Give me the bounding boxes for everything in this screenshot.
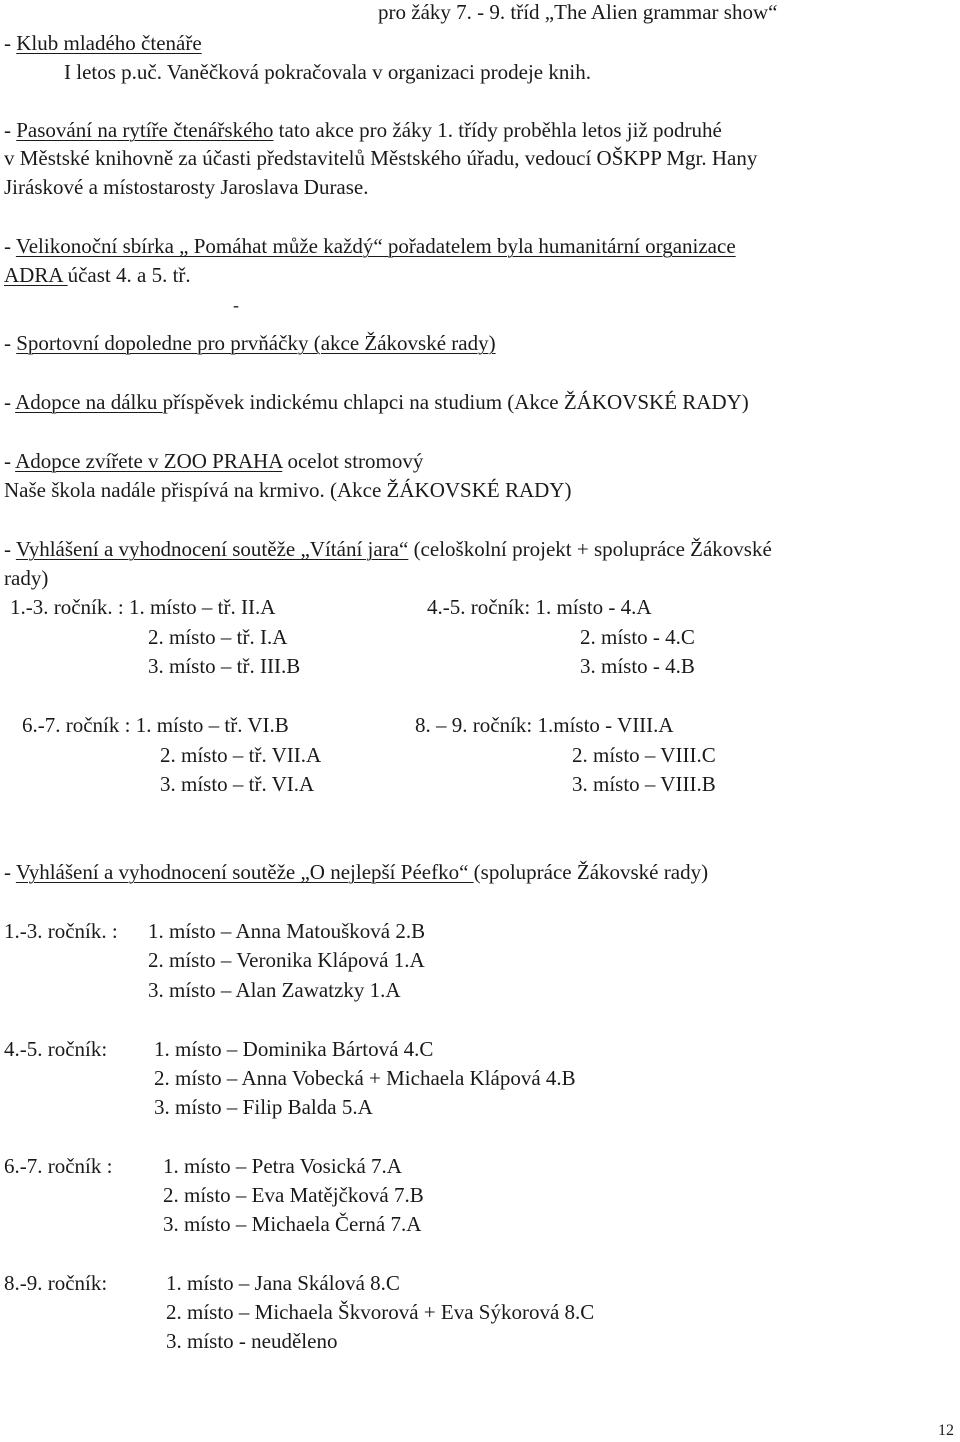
peefko-g4-label: 8.-9. ročník: xyxy=(4,1271,108,1295)
vitani-g13-2: 2. místo – tř. I.A xyxy=(148,625,288,649)
peefko-g3-label: 6.-7. ročník : xyxy=(4,1154,113,1178)
peefko-g3-p3: 3. místo – Michaela Černá 7.A xyxy=(163,1212,422,1236)
peefko-g2-p1: 1. místo – Dominika Bártová 4.C xyxy=(154,1037,434,1061)
peefko-g2-p3: 3. místo – Filip Balda 5.A xyxy=(154,1095,373,1119)
pasovani-title: Pasování na rytíře čtenářského xyxy=(16,118,274,142)
adopce-zoo-line2: Naše škola nadále přispívá na krmivo. (Akce ŽÁKOVSKÉ RADY) xyxy=(4,478,572,502)
velikonoce-line1: - Velikonoční sbírka „ Pomáhat může každý“ pořadatelem byla humanitární organizace xyxy=(4,234,736,258)
peefko-g4-p3: 3. místo - neuděleno xyxy=(166,1329,338,1353)
peefko-g3-p1: 1. místo – Petra Vosická 7.A xyxy=(163,1154,402,1178)
peefko-g2-label: 4.-5. ročník: xyxy=(4,1037,108,1061)
vitani-g45-2: 2. místo - 4.C xyxy=(580,625,695,649)
page-number: 12 xyxy=(938,1422,954,1439)
club-title: Klub mladého čtenáře xyxy=(16,31,202,55)
vitani-g67-3: 3. místo – tř. VI.A xyxy=(160,772,315,796)
peefko-g4-p1: 1. místo – Jana Skálová 8.C xyxy=(166,1271,400,1295)
vitani-line1: - Vyhlášení a vyhodnocení soutěže „Vítání jara“ (celoškolní projekt + spolupráce Žákovské xyxy=(4,537,772,561)
club-heading: - Klub mladého čtenáře xyxy=(4,31,202,55)
vitani-g45-1: 4.-5. ročník: 1. místo - 4.A xyxy=(427,595,652,619)
pasovani-line1: - Pasování na rytíře čtenářského tato akce pro žáky 1. třídy proběhla letos již podruhé xyxy=(4,118,722,142)
pasovani-line2: v Městské knihovně za účasti představitelů Městského úřadu, vedoucí OŠKPP Mgr. Hany xyxy=(4,146,758,170)
adopce-dalku-line: - Adopce na dálku příspěvek indickému chlapci na studium (Akce ŽÁKOVSKÉ RADY) xyxy=(4,390,749,414)
sportovni-title: Sportovní dopoledne pro prvňáčky (akce Žákovské rady) xyxy=(16,331,496,355)
peefko-title: Vyhlášení a vyhodnocení soutěže „O nejlepší Péefko“ xyxy=(15,860,474,884)
adopce-zoo-title: Adopce zvířete v ZOO PRAHA xyxy=(15,449,283,473)
adopce-zoo-line1: - Adopce zvířete v ZOO PRAHA ocelot stromový xyxy=(4,449,424,473)
peefko-heading: - Vyhlášení a vyhodnocení soutěže „O nejlepší Péefko“ (spolupráce Žákovské rady) xyxy=(4,860,709,884)
peefko-g1-p2: 2. místo – Veronika Klápová 1.A xyxy=(148,948,425,972)
vitani-g67-2: 2. místo – tř. VII.A xyxy=(160,743,322,767)
vitani-g89-2: 2. místo – VIII.C xyxy=(572,743,716,767)
alien-grammar-line: pro žáky 7. - 9. tříd „The Alien grammar show“ xyxy=(378,0,778,24)
adopce-dalku-title: Adopce na dálku xyxy=(15,390,163,414)
peefko-g1-p1: 1. místo – Anna Matoušková 2.B xyxy=(148,919,426,943)
peefko-g4-p2: 2. místo – Michaela Škvorová + Eva Sýkorová 8.C xyxy=(166,1300,595,1324)
vitani-title: Vyhlášení a vyhodnocení soutěže „Vítání jara“ xyxy=(15,537,409,561)
vitani-g67-1: 6.-7. ročník : 1. místo – tř. VI.B xyxy=(22,713,289,737)
velikonoce-line2: ADRA účast 4. a 5. tř. xyxy=(4,263,191,287)
vitani-g13-3: 3. místo – tř. III.B xyxy=(148,654,301,678)
vitani-g13-1: 1.-3. ročník. : 1. místo – tř. II.A xyxy=(10,595,276,619)
vitani-g45-3: 3. místo - 4.B xyxy=(580,654,695,678)
vitani-g89-1: 8. – 9. ročník: 1.místo - VIII.A xyxy=(415,713,674,737)
pasovani-line3: Jiráskové a místostarosty Jaroslava Durase. xyxy=(4,175,369,199)
peefko-g1-p3: 3. místo – Alan Zawatzky 1.A xyxy=(148,978,401,1002)
stray-dash: - xyxy=(233,295,239,315)
club-description: I letos p.uč. Vaněčková pokračovala v organizaci prodeje knih. xyxy=(64,60,591,84)
peefko-g1-label: 1.-3. ročník. : xyxy=(4,919,118,943)
velikonoce-title: Velikonoční sbírka „ Pomáhat může každý“ pořadatelem byla humanitární organizace xyxy=(15,234,736,258)
vitani-g89-3: 3. místo – VIII.B xyxy=(572,772,716,796)
peefko-g2-p2: 2. místo – Anna Vobecká + Michaela Klápová 4.B xyxy=(154,1066,576,1090)
vitani-line2: rady) xyxy=(4,566,49,590)
peefko-g3-p2: 2. místo – Eva Matějčková 7.B xyxy=(163,1183,424,1207)
sportovni-line: - Sportovní dopoledne pro prvňáčky (akce Žákovské rady) xyxy=(4,331,496,355)
